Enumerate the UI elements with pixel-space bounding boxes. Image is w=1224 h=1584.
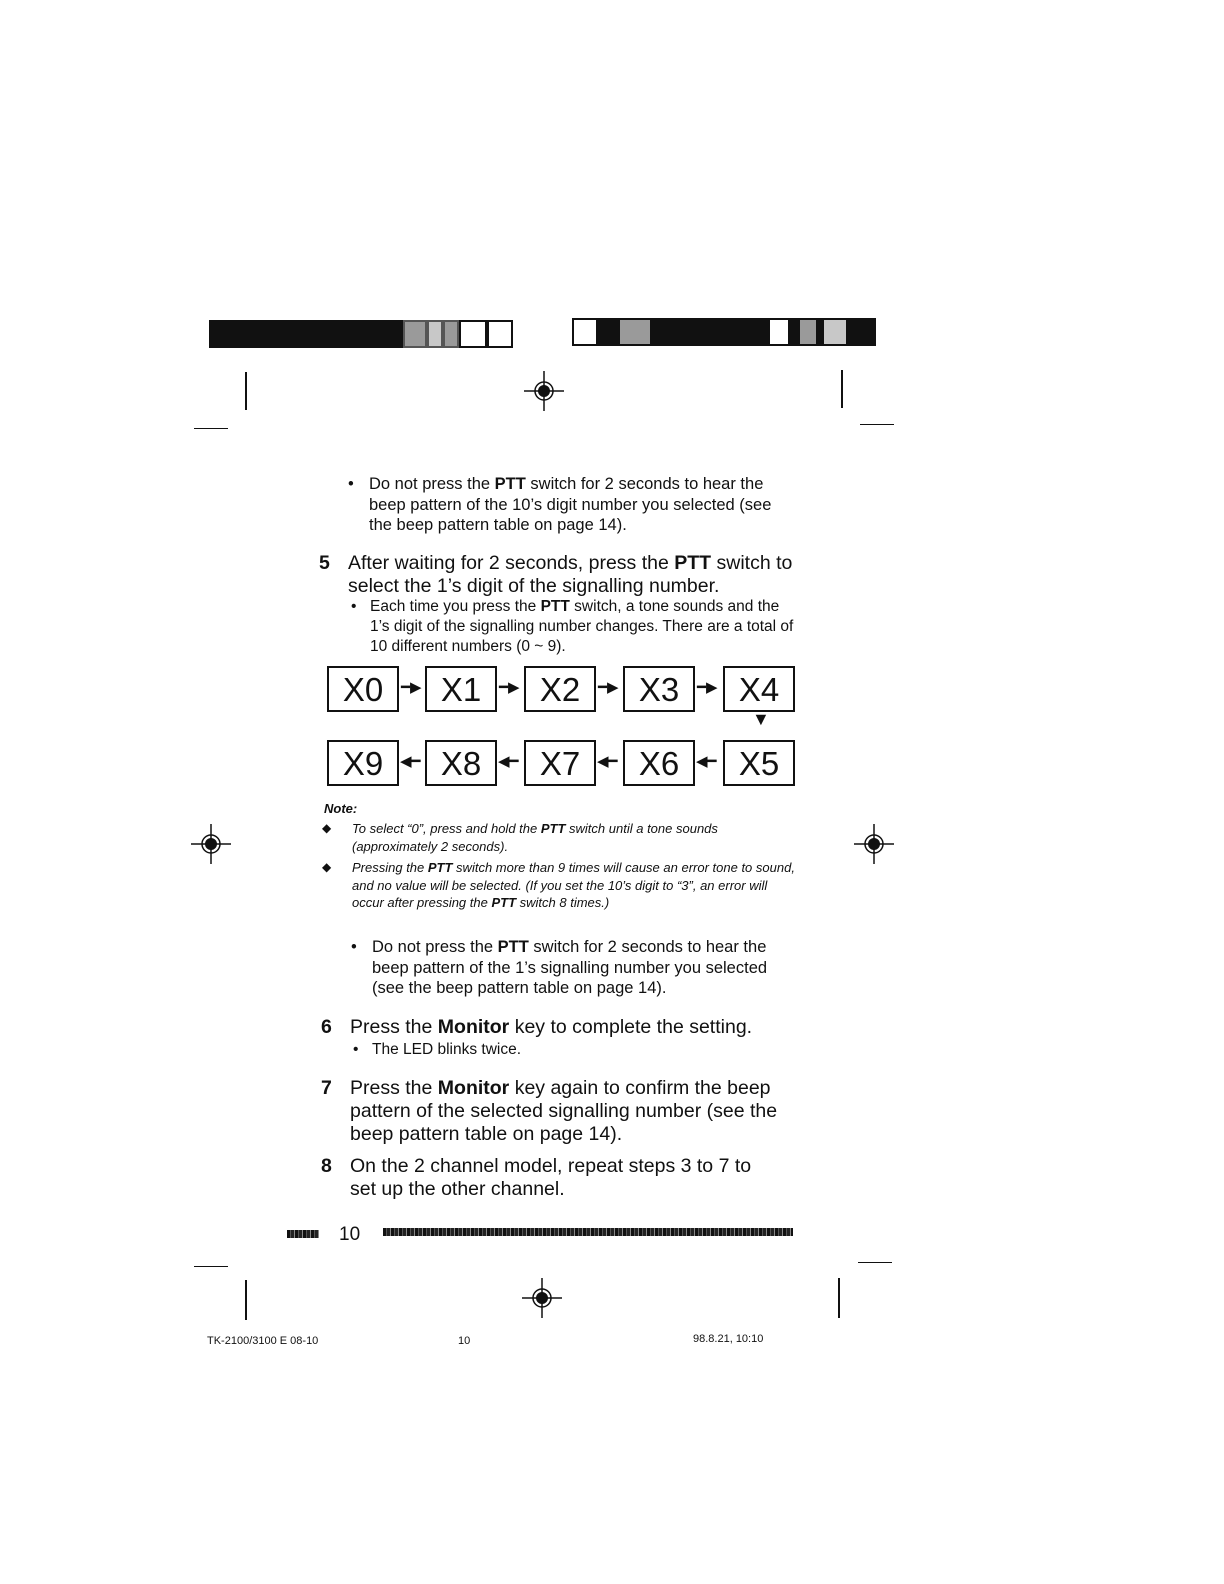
flow-box: X5 <box>723 740 795 786</box>
step-5-detail: • Each time you press the PTT switch, a tone sounds and the 1’s digit of the signalling number changes. There are a total of 10 different numbers (0 ~ 9). <box>351 598 794 655</box>
arrow-left-icon: ◀━ <box>597 753 618 770</box>
flow-box: X3 <box>623 666 695 712</box>
registration-mark-icon <box>522 369 566 413</box>
flow-box: X0 <box>327 666 399 712</box>
flow-box: X1 <box>425 666 497 712</box>
registration-mark-icon <box>189 822 233 866</box>
bullet-dot-icon: • <box>351 938 357 956</box>
arrow-right-icon: ━▶ <box>598 679 619 696</box>
note-title: Note: <box>324 801 358 816</box>
registration-mark-icon <box>520 1276 564 1320</box>
step-6: 6 Press the Monitor key to complete the setting. <box>321 1016 753 1038</box>
bullet-ptt-10s-digit: • Do not press the PTT switch for 2 seconds to hear the beep pattern of the 10’s digit number you selected (see the beep pattern table on page 14). <box>348 475 772 534</box>
flow-box: X4 <box>723 666 795 712</box>
flow-box: X2 <box>524 666 596 712</box>
arrow-right-icon: ━▶ <box>401 679 422 696</box>
step-number: 8 <box>321 1155 332 1177</box>
page-strip-left <box>287 1230 319 1238</box>
step-5: 5 After waiting for 2 seconds, press the PTT switch to select the 1’s digit of the signalling number. <box>319 552 793 597</box>
bullet-dot-icon: • <box>348 475 354 493</box>
bullet-dot-icon: • <box>353 1041 359 1058</box>
step-7: 7 Press the Monitor key again to confirm the beep pattern of the selected signalling number (see the beep pattern table on page 14). <box>321 1077 778 1145</box>
bullet-ptt-1s-digit: • Do not press the PTT switch for 2 seconds to hear the beep pattern of the 1’s signalling number you selected (see the beep pattern table on page 14). <box>351 938 768 997</box>
step-number: 6 <box>321 1016 332 1038</box>
arrow-left-icon: ◀━ <box>498 753 519 770</box>
page-number: 10 <box>339 1224 361 1245</box>
step-6-detail: • The LED blinks twice. <box>353 1041 522 1058</box>
bullet-dot-icon: • <box>351 598 357 615</box>
diamond-bullet-icon: ◆ <box>322 860 332 874</box>
diamond-bullet-icon: ◆ <box>322 821 332 835</box>
arrow-down-icon: ▼ <box>752 709 770 729</box>
flow-box: X7 <box>524 740 596 786</box>
arrow-left-icon: ◀━ <box>696 753 717 770</box>
flow-box: X8 <box>425 740 497 786</box>
note-item: ◆ To select “0”, press and hold the PTT switch until a tone sounds (approximately 2 seconds). <box>322 821 718 854</box>
step-number: 5 <box>319 552 330 574</box>
page-strip-right <box>383 1228 793 1236</box>
arrow-right-icon: ━▶ <box>499 679 520 696</box>
footer-page: 10 <box>458 1335 471 1347</box>
step-8: 8 On the 2 channel model, repeat steps 3 to 7 to set up the other channel. <box>321 1155 752 1200</box>
arrow-right-icon: ━▶ <box>697 679 718 696</box>
flow-box: X9 <box>327 740 399 786</box>
flow-box: X6 <box>623 740 695 786</box>
footer-doc-id: TK-2100/3100 E 08-10 <box>207 1335 319 1347</box>
note-item: ◆ Pressing the PTT switch more than 9 times will cause an error tone to sound, and no value will be selected. (If you set the 10’s digit to “3”, an error will occur after pressing the PTT switch 8 times.) <box>322 860 795 910</box>
step-number: 7 <box>321 1077 332 1099</box>
arrow-left-icon: ◀━ <box>400 753 421 770</box>
registration-mark-icon <box>852 822 896 866</box>
footer-timestamp: 98.8.21, 10:10 <box>693 1333 764 1345</box>
